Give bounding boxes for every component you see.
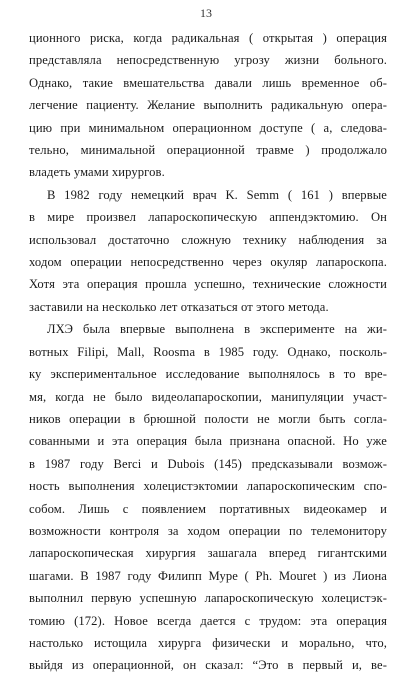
text-line: лапароскопическая хирургия зашагала вперед гигантскими	[29, 546, 387, 561]
text-line: сованными и эта операция была признана опасной. Но уже	[29, 434, 387, 449]
text-line: цию при минимальном операционном доступе ( а, следова-	[29, 120, 387, 135]
text-line: заставили на несколько лет отказаться от этого метода.	[29, 299, 329, 314]
text-line: Хотя эта операция прошла успешно, технические сложности	[29, 277, 387, 292]
text-line: использовал достаточно сложную технику наблюдения за	[29, 232, 387, 247]
text-line: В 1982 году немецкий врач K. Semm ( 161 ) впервые	[47, 187, 387, 202]
text-line: легчение пациенту. Желание выполнить радикальную опера-	[29, 98, 387, 113]
text-line: собом. Лишь с появлением портативных видеокамер и	[29, 501, 387, 516]
text-line: Однако, такие вмешательства давали лишь временное об-	[29, 75, 387, 90]
text-line: в мире произвел лапароскопическую аппендэктомию. Он	[29, 210, 387, 225]
text-line: выйдя из операционной, он сказал: “Это в первый и, ве-	[29, 658, 387, 673]
text-line: ционного риска, когда радикальная ( открытая ) операция	[29, 31, 387, 45]
text-line: настолько истощила хирурга физически и морально, что,	[29, 635, 387, 650]
text-line: тельно, минимальной операционной травме ) продолжало	[29, 143, 387, 158]
text-line: томию (172). Новое всегда дается с трудом: эта операция	[29, 613, 387, 628]
text-line: ЛХЭ была впервые выполнена в эксперименте на жи-	[47, 322, 387, 337]
body-text	[29, 27, 387, 677]
text-line: ность выполнения холецистэктомии лапароскопическим спо-	[29, 479, 387, 494]
text-line: шагами. В 1987 году Филипп Муре ( Ph. Mouret ) из Лиона	[29, 568, 387, 583]
text-line: представляла непосредственную угрозу жизни больного.	[29, 53, 387, 68]
text-line: ников операции в брюшной полости не могли быть согла-	[29, 411, 387, 426]
text-line: выполнил первую успешную лапароскопическую холецистэк-	[29, 591, 387, 606]
text-line: в 1987 году Berci и Dubois (145) предсказывали возмож-	[29, 456, 387, 471]
text-line: ку экспериментальное исследование выполнялось в то вре-	[29, 367, 387, 382]
text-line: владеть умами хирургов.	[29, 165, 165, 180]
text-line: вотных Filipi, Mall, Roosma в 1985 году. Однако, посколь-	[29, 344, 387, 359]
text-line: ходом операции непосредственно через окуляр лапароскопа.	[29, 255, 387, 270]
text-line: возможности контроля за ходом операции по телемонитору	[29, 523, 387, 538]
text-line: мя, когда не было видеолапароскопии, манипуляции участ-	[29, 389, 387, 404]
page-number: 13	[200, 6, 212, 20]
